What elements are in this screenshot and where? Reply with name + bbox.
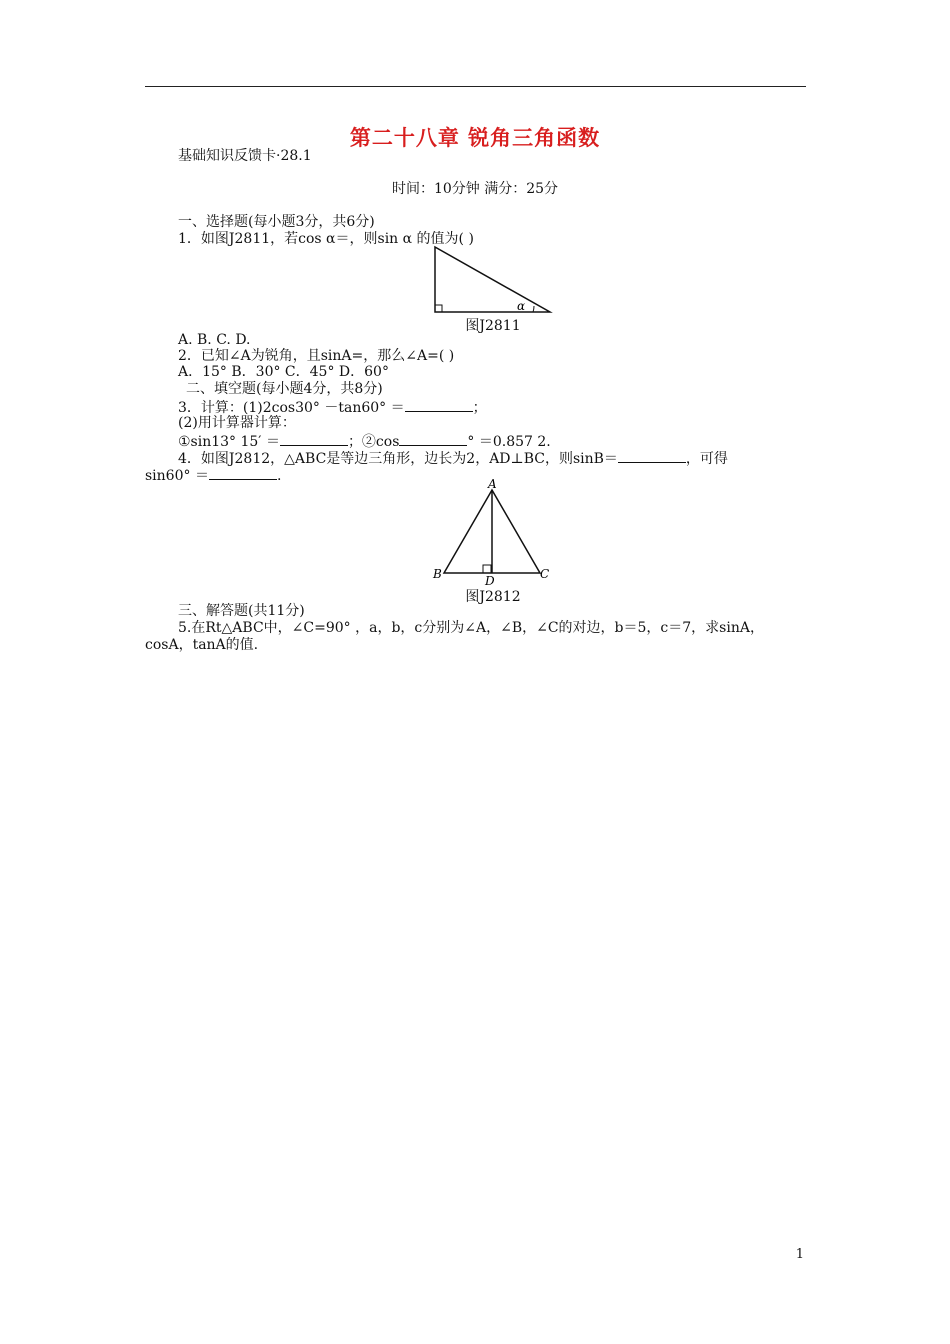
question-2: 2．已知∠A为锐角，且sinA=，那么∠A=( ) xyxy=(178,348,455,364)
question-3-calculator-line xyxy=(178,432,551,450)
point-d-label: D xyxy=(485,574,495,588)
q4-text-b: ，可得 xyxy=(685,451,728,467)
right-angle-mark xyxy=(483,565,491,573)
q4-text: 4．如图J2812，△ABC是等边三角形，边长为2，AD⊥BC，则sinB＝ xyxy=(178,451,618,467)
angle-arc xyxy=(533,306,534,312)
question-1-options: A. B. C. D. xyxy=(178,332,251,348)
q4-text-d: . xyxy=(276,468,282,484)
vertex-b-label: B xyxy=(433,567,442,581)
answer-blank[interactable] xyxy=(405,398,473,412)
right-angle-mark xyxy=(435,305,442,312)
question-4-line1 xyxy=(178,449,728,467)
figure-j2811-caption: 图J2811 xyxy=(465,318,521,334)
question-3-part1-text: 3．计算：(1)2cos30° －tan60° ＝ xyxy=(178,400,405,416)
answer-blank[interactable] xyxy=(209,466,277,480)
question-4-line2 xyxy=(145,466,281,484)
answer-blank[interactable] xyxy=(618,449,686,463)
section3-heading: 三、解答题(共11分) xyxy=(178,603,305,619)
vertex-a-label: A xyxy=(488,478,497,491)
figure-j2812-caption: 图J2812 xyxy=(465,589,521,605)
figure-j2812 xyxy=(428,478,556,588)
question-3-part1 xyxy=(178,398,487,416)
chapter-title: 第二十八章 锐角三角函数 xyxy=(349,126,601,150)
q3-line-c: ° ＝0.857 2. xyxy=(467,434,551,450)
angle-alpha-label: α xyxy=(517,299,526,313)
q3-line-b: ；②cos xyxy=(347,434,400,450)
vertex-c-label: C xyxy=(540,567,550,581)
question-3-part1-end: ； xyxy=(472,400,487,416)
answer-blank[interactable] xyxy=(280,432,348,446)
question-2-options: A．15° B．30° C．45° D．60° xyxy=(178,364,389,380)
q3-line-a: ①sin13° 15′ ＝ xyxy=(178,434,280,450)
figure-j2811 xyxy=(425,244,557,316)
time-info: 时间：10分钟 满分：25分 xyxy=(391,181,559,197)
question-1: 1．如图J2811，若cos α＝，则sin α 的值为( ) xyxy=(178,231,474,247)
header-rule xyxy=(145,86,806,87)
section-subtitle: 基础知识反馈卡·28.1 xyxy=(178,148,312,164)
answer-blank[interactable] xyxy=(399,432,467,446)
question-5-line2: cosA，tanA的值. xyxy=(145,637,259,653)
question-5-line1: 5.在Rt△ABC中，∠C=90° ，a，b，c分别为∠A，∠B，∠C的对边，b＝5，c＝7，求sinA， xyxy=(178,620,764,636)
question-3-part2: (2)用计算器计算： xyxy=(178,415,296,431)
section2-heading: 二、填空题(每小题4分，共8分) xyxy=(186,381,383,397)
page-number: 1 xyxy=(795,1247,804,1262)
section1-heading: 一、选择题(每小题3分，共6分) xyxy=(178,214,375,230)
right-triangle xyxy=(435,247,550,312)
q4-text-c: sin60° ＝ xyxy=(145,468,209,484)
